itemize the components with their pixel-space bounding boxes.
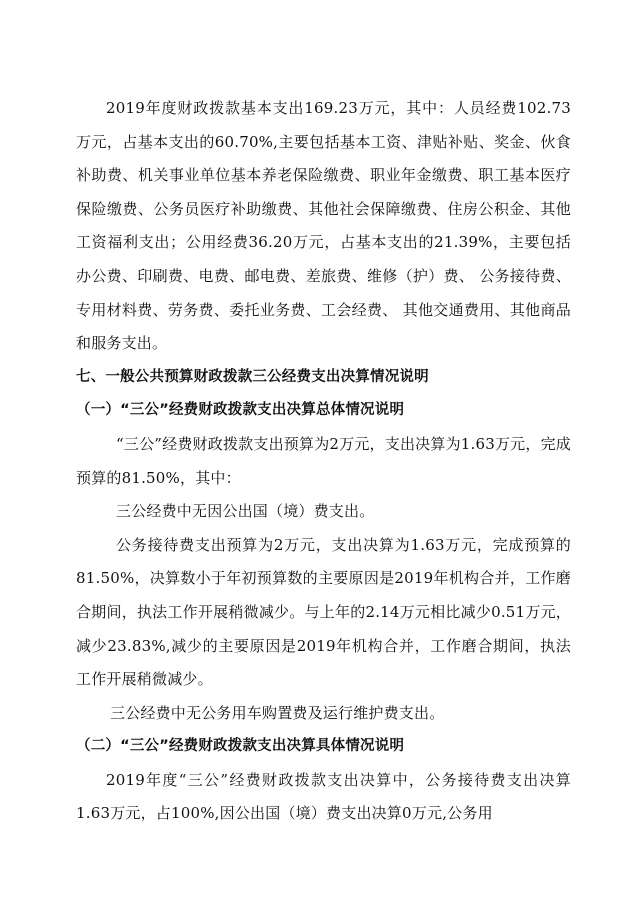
paragraph-basic-expenditure: 2019年度财政拨款基本支出169.23万元，其中：人员经费102.73万元，占基本支出的60.70%,主要包括基本工资、津贴补贴、奖金、伙食补助费、机关事业单位基本养老保险缴费、职业年金缴费、职工基本医疗保险缴费、公务员医疗补助缴费、其他社会保障缴费、住房公积金、其他工资福利支出；公用经费36.20万元，占基本支出的21.39%，主要包括办公费、印刷费、电费、邮电费、差旅费、维修（护）费、 公务接待费、专用材料费、劳务费、委托业务费、工会经费、 其他交通费用、其他商品和服务支出。 [76, 99, 571, 353]
document-body [76, 92, 571, 831]
paragraph-reception: 公务接待费支出预算为2万元，支出决算为1.63万元，完成预算的81.50%，决算数小于年初预算数的主要原因是2019年机构合并，工作磨合期间，执法工作开展稍微减少。与上年的2.14万元相比减少0.51万元，减少23.83%,减少的主要原因是2019年机构合并，工作磨合期间，执法工作开展稍微减少。 [76, 535, 571, 689]
paragraph-specific: 2019年度“三公”经费财政拨款支出决算中，公务接待费支出决算1.63万元，占100%,因公出国（境）费支出决算0万元,公务用 [76, 770, 571, 823]
paragraph-no-overseas: 三公经费中无因公出国（境）费支出。 [116, 502, 375, 521]
paragraph-no-vehicle: 三公经费中无公务用车购置费及运行维护费支出。 [110, 703, 445, 722]
subsection-one-heading: （一）“三公”经费财政拨款支出决算总体情况说明 [76, 402, 405, 419]
paragraph-overall: “三公”经费财政拨款支出预算为2万元，支出决算为1.63万元，完成预算的81.50%，其中： [76, 434, 571, 487]
section-seven-heading: 七、一般公共预算财政拨款三公经费支出决算情况说明 [76, 368, 429, 385]
subsection-two-heading: （二）“三公”经费财政拨款支出决算具体情况说明 [76, 738, 405, 755]
